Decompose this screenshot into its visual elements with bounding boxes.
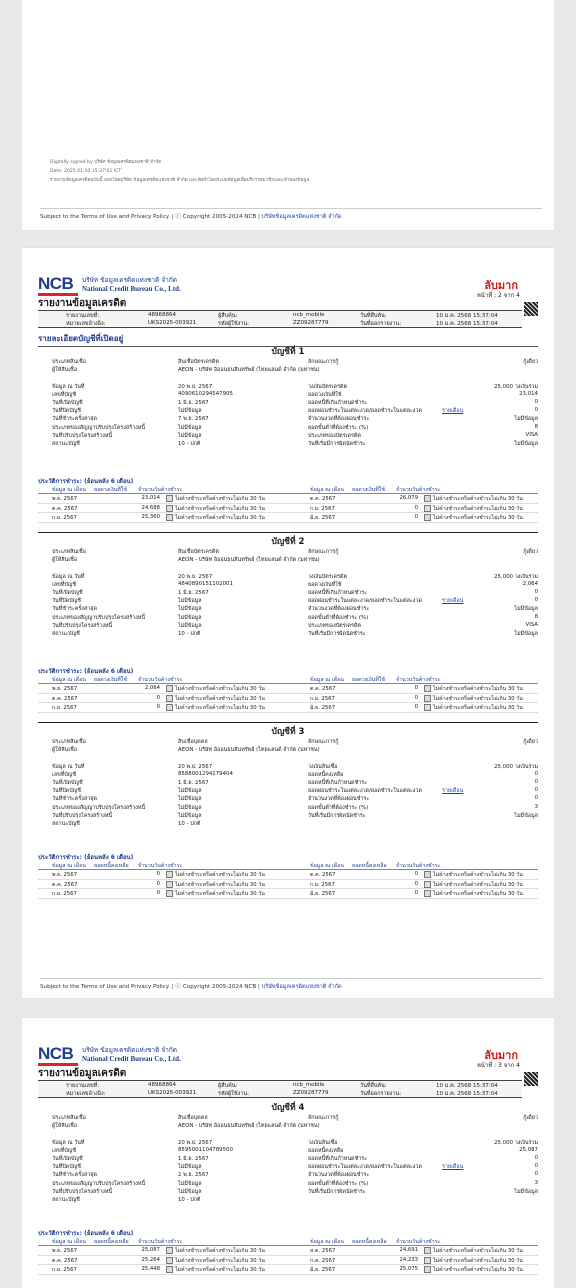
field-value: ไม่มีข้อมูล [514, 606, 538, 613]
field-label: ยอดผ่อนชำระในแต่ละงวด/ยอดชำระในแต่ละงวด [308, 598, 422, 605]
report-page-1 [22, 0, 554, 230]
field-label: วันที่เริ่มมีการผิดนัดชำระ [308, 812, 366, 819]
field-label: สถานะบัญชี [52, 440, 80, 447]
field-label: ประเภทของบัตรเครดิต [308, 622, 361, 629]
field-label: เลขที่บัญชี [52, 1147, 77, 1154]
status-box-icon [166, 1257, 173, 1264]
field-label: ยอดผ่อนชำระในแต่ละงวด/ยอดชำระในแต่ละงวด [308, 1164, 422, 1171]
field-label: ยอดขั้นต่ำที่ต้องชำระ (%) [308, 1180, 369, 1187]
field-value: VISA [525, 621, 538, 628]
field-value: 20 พ.ย. 2567 [178, 383, 213, 390]
account-field-row [38, 358, 538, 366]
field-label: วันที่ปิดบัญชี [52, 408, 81, 415]
payment-history [38, 476, 538, 523]
field-label: วงเงินบัตรเครดิต [308, 573, 347, 580]
account-title: บัญชีที่ 4 [271, 1103, 305, 1113]
field-label: ประเภทของสัญญาปรับปรุงโครงสร้างหนี้ [52, 1180, 146, 1187]
account-field-row [38, 754, 538, 762]
field-value: 1 มิ.ย. 2567 [178, 1155, 209, 1162]
status-box-icon [424, 890, 431, 897]
field-label: ผู้ให้สินเชื่อ [52, 1123, 78, 1130]
payment-history [38, 666, 538, 713]
field-value: 25,000 วงเงินร่วม [494, 763, 538, 770]
field-value: กู้เดี่ยว [523, 1115, 538, 1121]
history-row: ก.ย. 2567 0 ไม่ค้างชำระหรือค้างชำระไม่เกิน 30 วัน มิ.ย. 2567 0 ไม่ค้างชำระหรือค้างชำระไม่เกิน 30 วัน [38, 703, 538, 713]
field-value: ไม่มีข้อมูล [178, 622, 202, 629]
account-field-row [38, 597, 538, 605]
status-box-icon [166, 695, 173, 702]
field-label: ลักษณะการกู้ [308, 739, 339, 745]
field-label: ยอดขั้นต่ำที่ต้องชำระ (%) [308, 614, 369, 621]
account-field-row [38, 622, 538, 630]
field-value: ไม่มีข้อมูล [178, 1188, 202, 1195]
field-value: 3 [534, 803, 538, 810]
field-value: 20 พ.ย. 2567 [178, 573, 213, 580]
field-label: ยอดวงเงินที่ใช้ [308, 581, 342, 588]
history-header: ข้อมูล ณ เดือน ยอดหนี้คงเหลือ จำนวนวันค้างชำระ ข้อมูล ณ เดือน ยอดหนี้คงเหลือ จำนวนวันค้างชำระ [38, 1237, 538, 1246]
status-box-icon [424, 1257, 431, 1264]
field-value: 8595001104789500 [178, 1146, 233, 1153]
field-label: วันที่เริ่มมีการผิดนัดชำระ [308, 440, 366, 447]
field-label: วันที่ปิดบัญชี [52, 1164, 81, 1171]
field-label: ยอดหนี้ที่เกินกำหนดชำระ [308, 1155, 367, 1162]
field-label: เลขที่บัญชี [52, 581, 77, 588]
status-box-icon [166, 1247, 173, 1254]
account-field-row [38, 399, 538, 407]
account-field-row [38, 738, 538, 746]
account-field-row [38, 605, 538, 613]
ncb-logo: NCB [38, 1046, 78, 1066]
field-value: กู้เดี่ยว [523, 359, 538, 365]
field-value: ไม่มีข้อมูล [178, 804, 202, 811]
field-label: ลักษณะการกู้ [308, 1115, 339, 1121]
history-title: ประวัติการชำระ: (ย้อนหลัง 6 เดือน) [38, 854, 134, 861]
field-label: วันที่เปิดบัญชี [52, 589, 83, 596]
field-label: จำนวนงวดที่ต้องผ่อนชำระ [308, 416, 370, 423]
signature-date: Date: 2025.01.10 15:37:01 ICT [50, 169, 122, 174]
field-value: 7 พ.ย. 2567 [178, 416, 209, 423]
field-label: ผู้ให้สินเชื่อ [52, 367, 78, 374]
field-label: วันที่ชำระครั้งล่าสุด [52, 796, 97, 803]
field-value: 4090610294547905 [178, 390, 233, 397]
payment-history [38, 852, 538, 899]
report-page-2 [22, 248, 554, 998]
field-label: วงเงินบัตรเครดิต [308, 383, 347, 390]
report-meta: รายงานเลขที่: 48968864 ผู้สืบค้น: ncb_mobile วันที่สืบค้น: 10 ม.ค. 2568 15:37:04 หมายเลขอ้างอิง: UKS2025-003921 รหัสผู้ใช้งาน: ZZ09287779 วันที่ออกรายงาน: 10 ม.ค. 2568 15:37:04 [38, 310, 522, 328]
section-title: รายละเอียดบัญชีที่เปิดอยู่ [38, 332, 538, 347]
field-label: จำนวนงวดที่ต้องผ่อนชำระ [308, 796, 370, 803]
field-value: 0 [534, 795, 538, 802]
field-value: 0 [534, 1171, 538, 1178]
field-label: วันที่ชำระครั้งล่าสุด [52, 1172, 97, 1179]
account-field-row [38, 432, 538, 440]
field-label: ยอดหนี้ที่เกินกำหนดชำระ [308, 399, 367, 406]
field-label: ประเภทสินเชื่อ [52, 359, 86, 365]
history-row: พ.ย. 2567 25,087 ไม่ค้างชำระหรือค้างชำระไม่เกิน 30 วัน ส.ค. 2567 24,691 ไม่ค้างชำระหรือค้างชำระไม่เกิน 30 วัน [38, 1246, 538, 1256]
status-box-icon [166, 871, 173, 878]
account-field-row [38, 407, 538, 415]
field-value: ไม่มีข้อมูล [178, 1164, 202, 1171]
account-field-row [38, 820, 538, 828]
field-label: ผู้ให้สินเชื่อ [52, 557, 78, 564]
status-box-icon [424, 881, 431, 888]
field-value: 0 [534, 597, 538, 604]
status-box-icon [424, 695, 431, 702]
signature-line: Digitally signed by บริษัท ข้อมูลเครดิตแห่งชาติ จำกัด [50, 160, 162, 165]
ncb-link[interactable]: บริษัทข้อมูลเครดิตแห่งชาติ จำกัด [261, 214, 342, 220]
field-label: ยอดวงเงินที่ใช้ [308, 391, 342, 398]
field-label: ประเภทของสัญญาปรับปรุงโครงสร้างหนี้ [52, 804, 146, 811]
field-label: วันที่ปิดบัญชี [52, 788, 81, 795]
account-field-row [38, 1130, 538, 1138]
history-header: ข้อมูล ณ เดือน ยอดวงเงินที่ใช้ จำนวนวันค้างชำระ ข้อมูล ณ เดือน ยอดวงเงินที่ใช้ จำนวนวันค้างชำระ [38, 485, 538, 494]
field-label: ยอดหนี้ที่เกินกำหนดชำระ [308, 779, 367, 786]
account-field-row [38, 795, 538, 803]
signature-note: รายงานข้อมูลเครดิตฉบับนี้ ออกโดยบริษัท ข้อมูลเครดิตแห่งชาติ จำกัด และจัดทำโดยระบบข้อมูลเพื่อบริการสมาชิกและเจ้าของข้อมูล [50, 178, 310, 183]
account-block [38, 346, 538, 448]
field-value: AEON - บริษัท อิออนธนสินทรัพย์ (ไทยแลนด์ จำกัด (มหาชน) [178, 367, 320, 374]
field-value: 25,000 วงเงินร่วม [494, 1139, 538, 1146]
account-field-row [38, 556, 538, 564]
field-label: วันที่ปรับปรุงโครงสร้างหนี้ [52, 622, 113, 629]
field-label: ประเภทของสัญญาปรับปรุงโครงสร้างหนี้ [52, 614, 146, 621]
account-field-row [38, 564, 538, 572]
field-value: ไม่มีข้อมูล [178, 424, 202, 431]
field-value: ไม่มีข้อมูล [178, 788, 202, 795]
status-box-icon [166, 514, 173, 521]
report-page-3 [22, 1018, 554, 1288]
history-header: ข้อมูล ณ เดือน ยอดหนี้คงเหลือ จำนวนวันค้างชำระ ข้อมูล ณ เดือน ยอดหนี้คงเหลือ จำนวนวันค้างชำระ [38, 861, 538, 870]
monthly-link[interactable]: รายเดือน [442, 408, 464, 415]
history-title: ประวัติการชำระ: (ย้อนหลัง 6 เดือน) [38, 478, 134, 485]
history-row: ก.ย. 2567 0 ไม่ค้างชำระหรือค้างชำระไม่เกิน 30 วัน มิ.ย. 2567 0 ไม่ค้างชำระหรือค้างชำระไม่เกิน 30 วัน [38, 889, 538, 899]
field-value: 10 - ปกติ [178, 1196, 201, 1203]
status-box-icon [424, 704, 431, 711]
field-value: ไม่มีข้อมูล [178, 1180, 202, 1187]
field-value: ไม่มีข้อมูล [514, 440, 538, 447]
account-field-row [38, 746, 538, 754]
field-label: วันที่ชำระครั้งล่าสุด [52, 606, 97, 613]
field-label: ลักษณะการกู้ [308, 549, 339, 555]
field-label: วงเงินสินเชื่อ [308, 763, 338, 770]
report-meta: รายงานเลขที่: 48968864 ผู้สืบค้น: ncb_mobile วันที่สืบค้น: 10 ม.ค. 2568 15:37:04 หมายเลขอ้างอิง: UKS2025-003921 รหัสผู้ใช้งาน: ZZ09287779 วันที่ออกรายงาน: 10 ม.ค. 2568 15:37:04 [38, 1080, 522, 1098]
field-value: ไม่มีข้อมูล [178, 812, 202, 819]
history-row: พ.ย. 2567 23,014 ไม่ค้างชำระหรือค้างชำระไม่เกิน 30 วัน ต.ค. 2567 26,079 ไม่ค้างชำระหรือค้างชำระไม่เกิน 30 วัน [38, 494, 538, 504]
field-value: 1 มิ.ย. 2567 [178, 399, 209, 406]
status-box-icon [166, 505, 173, 512]
field-value: ไม่มีข้อมูล [178, 614, 202, 621]
page-footer: Subject to the Terms of Use and Privacy Policy. | ⓒ Copyright 2005-2024 NCB | บริษัทข้อมูลเครดิตแห่งชาติ จำกัด [40, 978, 542, 991]
account-title: บัญชีที่ 2 [271, 537, 305, 547]
field-value: 10 - ปกติ [178, 630, 201, 637]
account-field-row [38, 374, 538, 382]
field-value: 25,087 [519, 1146, 538, 1153]
status-box-icon [424, 495, 431, 502]
field-label: วงเงินสินเชื่อ [308, 1139, 338, 1146]
field-value: 0 [534, 778, 538, 785]
account-field-row [38, 1163, 538, 1171]
classification-label: ลับมาก [484, 1049, 518, 1062]
field-value: ไม่มีข้อมูล [178, 598, 202, 605]
field-value: ไม่มีข้อมูล [514, 630, 538, 637]
account-field-row [38, 391, 538, 399]
account-field-row [38, 581, 538, 589]
status-box-icon [166, 881, 173, 888]
account-field-row [38, 771, 538, 779]
report-title: รายงานข้อมูลเครดิต [38, 1068, 127, 1079]
status-box-icon [424, 1266, 431, 1273]
account-field-row [38, 424, 538, 432]
field-label: สถานะบัญชี [52, 630, 80, 637]
field-label: ยอดหนี้คงเหลือ [308, 1147, 344, 1154]
field-value: ไม่มีข้อมูล [514, 416, 538, 423]
status-box-icon [166, 1266, 173, 1273]
account-title: บัญชีที่ 3 [271, 727, 305, 737]
field-label: ลักษณะการกู้ [308, 359, 339, 365]
field-value: 0 [534, 398, 538, 405]
field-value: 0 [534, 1163, 538, 1170]
field-label: จำนวนงวดที่ต้องผ่อนชำระ [308, 606, 370, 613]
field-label: ยอดหนี้ที่เกินกำหนดชำระ [308, 589, 367, 596]
field-value: ไม่มีข้อมูล [514, 812, 538, 819]
monthly-link[interactable]: รายเดือน [442, 598, 464, 605]
status-box-icon [166, 890, 173, 897]
field-label: วันที่ปรับปรุงโครงสร้างหนี้ [52, 812, 113, 819]
ncb-link[interactable]: บริษัทข้อมูลเครดิตแห่งชาติ จำกัด [261, 984, 342, 990]
field-label: วันที่เปิดบัญชี [52, 1155, 83, 1162]
account-field-row [38, 383, 538, 391]
history-header: ข้อมูล ณ เดือน ยอดวงเงินที่ใช้ จำนวนวันค้างชำระ ข้อมูล ณ เดือน ยอดวงเงินที่ใช้ จำนวนวันค้างชำระ [38, 675, 538, 684]
field-label: วันที่ปรับปรุงโครงสร้างหนี้ [52, 432, 113, 439]
account-field-row [38, 1180, 538, 1188]
field-label: ยอดขั้นต่ำที่ต้องชำระ (%) [308, 424, 369, 431]
status-box-icon [166, 685, 173, 692]
report-title: รายงานข้อมูลเครดิต [38, 298, 127, 309]
account-field-row [38, 804, 538, 812]
history-row: พ.ย. 2567 2,064 ไม่ค้างชำระหรือค้างชำระไม่เกิน 30 วัน ต.ค. 2567 0 ไม่ค้างชำระหรือค้างชำระไม่เกิน 30 วัน [38, 684, 538, 694]
qr-code-icon [524, 1072, 538, 1086]
field-value: ไม่มีข้อมูล [514, 1188, 538, 1195]
status-box-icon [424, 1247, 431, 1254]
status-box-icon [424, 505, 431, 512]
field-label: ข้อมูล ณ วันที่ [52, 573, 85, 580]
classification-label: ลับมาก [484, 279, 518, 292]
field-label: วันที่เริ่มมีการผิดนัดชำระ [308, 630, 366, 637]
field-value: 25,000 วงเงินร่วม [494, 383, 538, 390]
org-name: บริษัท ข้อมูลเครดิตแห่งชาติ จำกัด National Credit Bureau Co., Ltd. [82, 276, 181, 293]
field-value: สินเชื่อบุคคล [178, 739, 208, 745]
qr-code-icon [524, 302, 538, 316]
field-value: 2,064 [522, 580, 538, 587]
field-label: ยอดขั้นต่ำที่ต้องชำระ (%) [308, 804, 369, 811]
page-footer: Subject to the Terms of Use and Privacy Policy. | ⓒ Copyright 2005-2024 NCB | บริษัทข้อมูลเครดิตแห่งชาติ จำกัด [40, 208, 542, 221]
ncb-logo: NCB [38, 276, 78, 296]
page-number: หน้าที่ : 2 จาก 4 [476, 292, 520, 299]
field-label: ประเภทของสัญญาปรับปรุงโครงสร้างหนี้ [52, 424, 146, 431]
field-value: กู้เดี่ยว [523, 549, 538, 555]
field-label: วันที่เริ่มมีการผิดนัดชำระ [308, 1188, 366, 1195]
account-field-row [38, 1139, 538, 1147]
status-box-icon [424, 871, 431, 878]
account-field-row [38, 440, 538, 448]
history-title: ประวัติการชำระ: (ย้อนหลัง 6 เดือน) [38, 1230, 134, 1237]
payment-history [38, 1228, 538, 1275]
field-value: 8 [534, 613, 538, 620]
account-field-row [38, 787, 538, 795]
field-value: AEON - บริษัท อิออนธนสินทรัพย์ (ไทยแลนด์ จำกัด (มหาชน) [178, 747, 320, 754]
field-label: วันที่เปิดบัญชี [52, 399, 83, 406]
field-value: ไม่มีข้อมูล [178, 796, 202, 803]
account-field-row [38, 415, 538, 423]
field-value: 20 พ.ย. 2567 [178, 1139, 213, 1146]
status-box-icon [424, 514, 431, 521]
field-value: ไม่มีข้อมูล [178, 408, 202, 415]
field-value: สินเชื่อบัตรเครดิต [178, 549, 219, 555]
account-block [38, 1102, 538, 1204]
monthly-link[interactable]: รายเดือน [442, 1164, 464, 1171]
field-value: 20 พ.ย. 2567 [178, 763, 213, 770]
field-label: ประเภทสินเชื่อ [52, 549, 86, 555]
field-value: 23,014 [519, 390, 538, 397]
account-field-row [38, 573, 538, 581]
status-box-icon [424, 685, 431, 692]
field-label: ยอดผ่อนชำระในแต่ละงวด/ยอดชำระในแต่ละงวด [308, 788, 422, 795]
field-label: ประเภทสินเชื่อ [52, 739, 86, 745]
history-row: ต.ค. 2567 0 ไม่ค้างชำระหรือค้างชำระไม่เกิน 30 วัน ก.ย. 2567 0 ไม่ค้างชำระหรือค้างชำระไม่เกิน 30 วัน [38, 694, 538, 704]
field-label: ข้อมูล ณ วันที่ [52, 383, 85, 390]
field-label: ยอดผ่อนชำระในแต่ละงวด/ยอดชำระในแต่ละงวด [308, 408, 422, 415]
account-field-row [38, 763, 538, 771]
field-label: สถานะบัญชี [52, 820, 80, 827]
field-value: 8588001294179404 [178, 770, 233, 777]
account-field-row [38, 1155, 538, 1163]
field-label: เลขที่บัญชี [52, 771, 77, 778]
field-label: วันที่ปรับปรุงโครงสร้างหนี้ [52, 1188, 113, 1195]
field-label: ประเภทของบัตรเครดิต [308, 432, 361, 439]
account-field-row [38, 1196, 538, 1204]
digital-signature [50, 158, 309, 185]
history-title: ประวัติการชำระ: (ย้อนหลัง 6 เดือน) [38, 668, 134, 675]
field-value: 25,000 วงเงินร่วม [494, 573, 538, 580]
field-value: 10 - ปกติ [178, 820, 201, 827]
history-row: ต.ค. 2567 24,688 ไม่ค้างชำระหรือค้างชำระไม่เกิน 30 วัน ก.ย. 2567 0 ไม่ค้างชำระหรือค้างชำระไม่เกิน 30 วัน [38, 504, 538, 514]
account-field-row [38, 548, 538, 556]
account-field-row [38, 1147, 538, 1155]
account-title: บัญชีที่ 1 [271, 347, 305, 357]
account-field-row [38, 812, 538, 820]
field-value: 0 [534, 1154, 538, 1161]
field-label: เลขที่บัญชี [52, 391, 77, 398]
history-row: ต.ค. 2567 25,264 ไม่ค้างชำระหรือค้างชำระไม่เกิน 30 วัน ก.ค. 2567 24,233 ไม่ค้างชำระหรือค้างชำระไม่เกิน 30 วัน [38, 1256, 538, 1266]
field-value: กู้เดี่ยว [523, 739, 538, 745]
field-value: AEON - บริษัท อิออนธนสินทรัพย์ (ไทยแลนด์ จำกัด (มหาชน) [178, 557, 320, 564]
account-field-row [38, 1171, 538, 1179]
org-name: บริษัท ข้อมูลเครดิตแห่งชาติ จำกัด National Credit Bureau Co., Ltd. [82, 1046, 181, 1063]
field-value: ไม่มีข้อมูล [178, 432, 202, 439]
field-value: 0 [534, 787, 538, 794]
history-row: พ.ย. 2567 0 ไม่ค้างชำระหรือค้างชำระไม่เกิน 30 วัน ต.ค. 2567 0 ไม่ค้างชำระหรือค้างชำระไม่เกิน 30 วัน [38, 870, 538, 880]
field-label: ยอดหนี้คงเหลือ [308, 771, 344, 778]
field-value: VISA [525, 431, 538, 438]
status-box-icon [166, 704, 173, 711]
monthly-link[interactable]: รายเดือน [442, 788, 464, 795]
field-value: ไม่มีข้อมูล [178, 606, 202, 613]
field-value: 2 พ.ย. 2567 [178, 1172, 209, 1179]
account-field-row [38, 589, 538, 597]
page-number: หน้าที่ : 3 จาก 4 [476, 1062, 520, 1069]
field-label: ข้อมูล ณ วันที่ [52, 763, 85, 770]
account-block [38, 536, 538, 638]
account-field-row [38, 779, 538, 787]
field-value: AEON - บริษัท อิออนธนสินทรัพย์ (ไทยแลนด์ จำกัด (มหาชน) [178, 1123, 320, 1130]
field-value: 8 [534, 423, 538, 430]
account-field-row [38, 1122, 538, 1130]
account-field-row [38, 366, 538, 374]
field-value: 1 มิ.ย. 2567 [178, 779, 209, 786]
field-value: 0 [534, 407, 538, 414]
account-block [38, 726, 538, 828]
account-field-row [38, 1114, 538, 1122]
account-field-row [38, 630, 538, 638]
account-field-row [38, 1188, 538, 1196]
history-row: ก.ย. 2567 25,360 ไม่ค้างชำระหรือค้างชำระไม่เกิน 30 วัน มิ.ย. 2567 0 ไม่ค้างชำระหรือค้างชำระไม่เกิน 30 วัน [38, 513, 538, 523]
field-label: ประเภทสินเชื่อ [52, 1115, 86, 1121]
field-value: สินเชื่อบัตรเครดิต [178, 359, 219, 365]
field-label: วันที่ชำระครั้งล่าสุด [52, 416, 97, 423]
field-label: จำนวนงวดที่ต้องผ่อนชำระ [308, 1172, 370, 1179]
field-value: สินเชื่อบุคคล [178, 1115, 208, 1121]
field-value: 0 [534, 588, 538, 595]
history-row: ก.ย. 2567 25,448 ไม่ค้างชำระหรือค้างชำระไม่เกิน 30 วัน มิ.ย. 2567 25,075 ไม่ค้างชำระหรือค้างชำระไม่เกิน 30 วัน [38, 1265, 538, 1275]
history-row: ต.ค. 2567 0 ไม่ค้างชำระหรือค้างชำระไม่เกิน 30 วัน ก.ย. 2567 0 ไม่ค้างชำระหรือค้างชำระไม่เกิน 30 วัน [38, 880, 538, 890]
field-value: 1 มิ.ย. 2567 [178, 589, 209, 596]
status-box-icon [166, 495, 173, 502]
field-value: 4840890151102001 [178, 580, 233, 587]
field-label: สถานะบัญชี [52, 1196, 80, 1203]
field-value: 3 [534, 1179, 538, 1186]
field-label: วันที่ปิดบัญชี [52, 598, 81, 605]
field-value: 10 - ปกติ [178, 440, 201, 447]
field-label: ข้อมูล ณ วันที่ [52, 1139, 85, 1146]
field-label: ผู้ให้สินเชื่อ [52, 747, 78, 754]
field-label: วันที่เปิดบัญชี [52, 779, 83, 786]
account-field-row [38, 614, 538, 622]
field-value: 0 [534, 770, 538, 777]
